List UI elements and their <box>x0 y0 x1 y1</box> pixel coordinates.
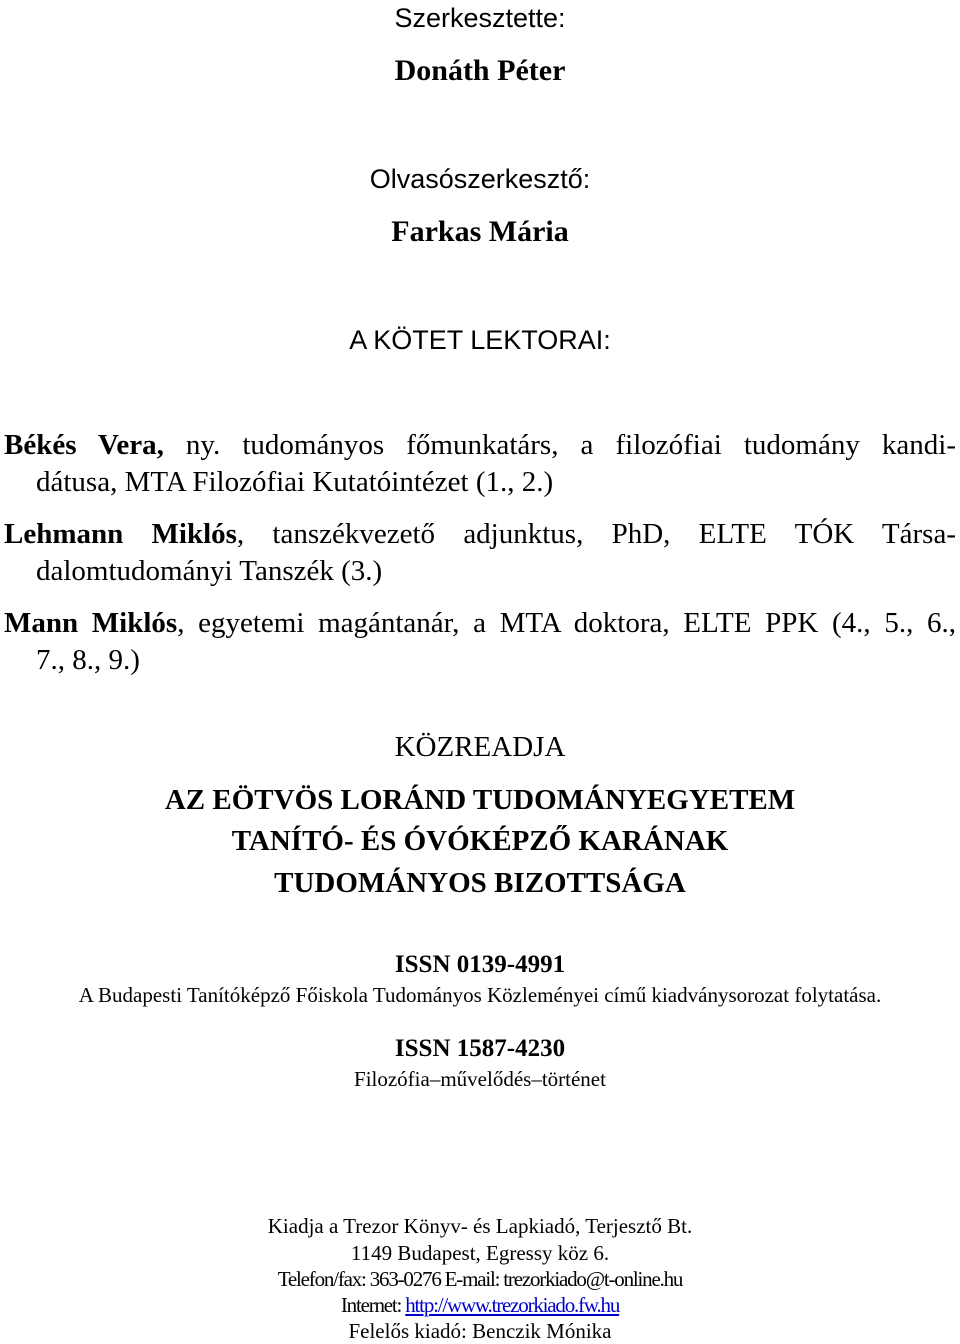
editor-name: Donáth Péter <box>394 54 566 87</box>
website-link[interactable]: http://www.trezorkiado.fw.hu <box>405 1293 620 1317</box>
issn-number: ISSN 0139-4991 <box>394 951 566 978</box>
reviewer-name: Békés Vera, <box>4 429 164 461</box>
reviewer-line: 7., 8., 9.) <box>36 644 140 676</box>
reviewer-name: Mann Miklós <box>4 607 178 639</box>
reviewer-line <box>4 427 956 464</box>
publisher-line: TANÍTÓ- ÉS ÓVÓKÉPZŐ KARÁNAK <box>231 825 729 857</box>
publisher-heading: KÖZREADJA <box>394 731 566 763</box>
publisher-line: TUDOMÁNYOS BIZOTTSÁGA <box>274 867 686 899</box>
imprint-contact: Telefon/fax: 363-0276 E-mail: trezorkiado@t-online.hu <box>277 1267 683 1291</box>
reviewer-entry <box>4 427 956 501</box>
reviewer-entry <box>4 605 956 679</box>
reviewers-heading: A KÖTET LEKTORAI: <box>349 325 611 355</box>
issn-note: Filozófia–művelődés–történet <box>354 1067 606 1091</box>
publisher-line: AZ EÖTVÖS LORÁND TUDOMÁNYEGYETEM <box>164 784 796 816</box>
reviewer-details: ny. tudományos főmunkatárs, a filozófiai tudomány kandi- <box>163 429 957 461</box>
imprint-responsible: Felelős kiadó: Benczik Mónika <box>348 1319 612 1343</box>
editor-label: Szerkesztette: <box>394 3 566 33</box>
issn-note: A Budapesti Tanítóképző Főiskola Tudományos Közleményei című kiadványsorozat folytatása. <box>78 983 882 1007</box>
imprint-address: 1149 Budapest, Egressy köz 6. <box>350 1241 610 1265</box>
reviewer-entry <box>4 516 956 590</box>
reviewer-line <box>4 516 956 553</box>
proofreader-label: Olvasószerkesztő: <box>369 164 591 194</box>
internet-label: Internet: <box>340 1293 406 1317</box>
reviewer-line: dalomtudományi Tanszék (3.) <box>36 555 383 587</box>
reviewer-name: Lehmann Miklós <box>4 518 237 550</box>
reviewer-details: , tanszékvezető adjunktus, PhD, ELTE TÓK Társa- <box>236 518 956 550</box>
reviewer-line <box>4 605 956 642</box>
imprint-publisher: Kiadja a Trezor Könyv- és Lapkiadó, Terjesztő Bt. <box>267 1214 693 1238</box>
proofreader-name: Farkas Mária <box>391 215 569 248</box>
reviewer-line: dátusa, MTA Filozófiai Kutatóintézet (1., 2.) <box>36 466 554 498</box>
issn-number: ISSN 1587-4230 <box>394 1035 566 1062</box>
imprint-internet <box>0 1292 960 1318</box>
reviewer-details: , egyetemi magántanár, a MTA doktora, ELTE PPK (4., 5., 6., <box>177 607 956 639</box>
